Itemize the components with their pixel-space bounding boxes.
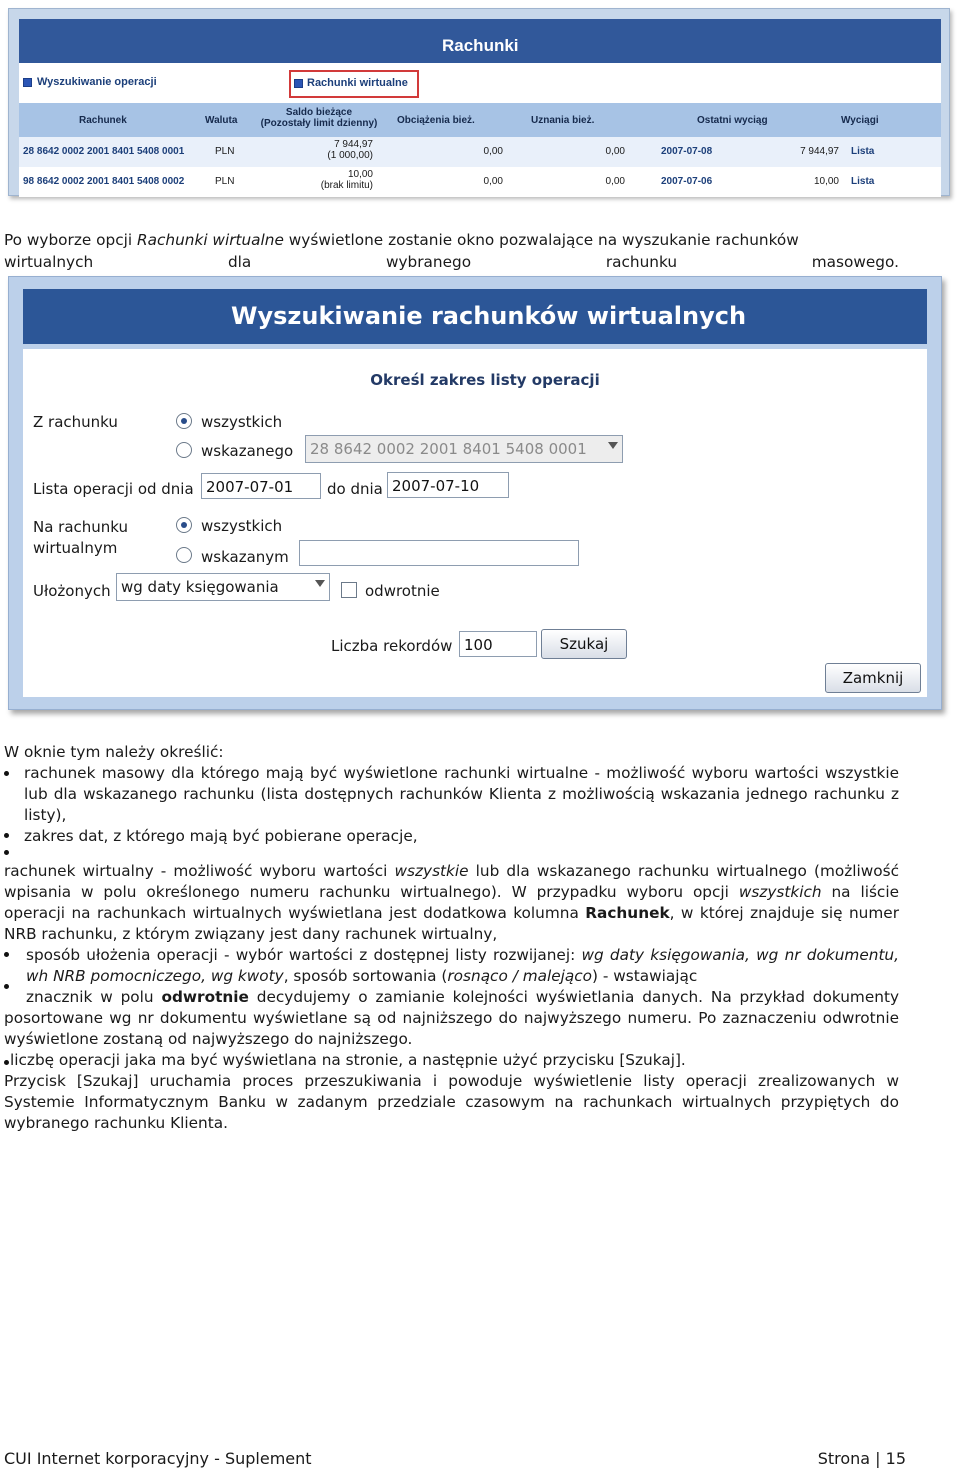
col-wyciagi: Wyciągi [841, 115, 879, 126]
lista-od-label: Lista operacji od dnia [33, 480, 194, 498]
radio2-wszystkich[interactable] [176, 517, 192, 533]
chevron-down-icon [608, 442, 618, 449]
instructions-text [4, 742, 899, 1134]
credit: 0,00 [605, 176, 625, 187]
account-link[interactable]: 28 8642 0002 2001 8401 5408 0001 [23, 146, 185, 157]
search-screenshot [8, 276, 942, 710]
col-uznania: Uznania bież. [531, 115, 595, 126]
col-rachunek: Rachunek [79, 115, 127, 126]
radio2-wskazanym[interactable] [176, 547, 192, 563]
link-rachunki-wirtualne[interactable]: Rachunki wirtualne [289, 70, 419, 98]
debit: 0,00 [483, 176, 503, 187]
date-from-input[interactable]: 2007-07-01 [201, 473, 321, 499]
chevron-down-icon [315, 580, 325, 587]
balance: 7 944,97 (1 000,00) [327, 139, 373, 161]
search-panel [23, 349, 927, 697]
do-dnia-label: do dnia [327, 480, 383, 498]
search-title-bar [23, 289, 927, 344]
intro-paragraph: Po wyborze opcji Rachunki wirtualne wyświetlone zostanie okno pozwalające na wyszukanie rachunków wirtualnych dla wybranego rachunku masowego. [4, 231, 899, 271]
list-item: zakres dat, z którego mają być pobierane operacje, [4, 826, 899, 847]
last-statement-date[interactable]: 2007-07-06 [661, 176, 713, 187]
rachunki-links [19, 63, 941, 103]
szukaj-button[interactable]: Szukaj [541, 629, 627, 659]
currency: PLN [215, 146, 235, 157]
rachunki-title-bar [19, 19, 941, 63]
odwrotnie-checkbox[interactable] [341, 582, 357, 598]
page-number: Strona | 15 [817, 1449, 906, 1468]
currency: PLN [215, 176, 235, 187]
lista-link[interactable]: Lista [851, 176, 875, 187]
radio2-wszystkich-label: wszystkich [201, 517, 283, 535]
search-title: Wyszukiwanie rachunków wirtualnych [231, 302, 747, 330]
debit: 0,00 [483, 146, 503, 157]
last-statement-amount: 7 944,97 [800, 146, 839, 157]
na-rachunku-label: Na rachunku wirtualnym [33, 518, 129, 557]
bullet-icon [23, 78, 32, 87]
list-item: sposób ułożenia operacji - wybór wartości z dostępnej listy rozwijanej: wg daty księgowania, wg nr dokumentu, wh NRB pomocniczego, wg kwoty, sposób sortowania (rosnąco / malejąco) - wstawiając [4, 945, 899, 987]
z-rachunku-label: Z rachunku [33, 413, 118, 431]
bullet-icon [4, 850, 9, 855]
list-item: rachunek wirtualny - możliwość wyboru wartości wszystkie lub dla wskazanego rachunku wirtualnego (możliwość wpisania w polu określonego numeru rachunku wirtualnego). W przypadku wyboru opcji wszystkich na liście operacji na rachunkach wirtualnych wyświetlana jest dodatkowa kolumna Rachunek, w której znajduje się numer NRB rachunku, z którym związany jest dany rachunek wirtualny, [4, 847, 899, 945]
bullet-icon [294, 79, 303, 88]
radio-wszystkich-label: wszystkich [201, 413, 283, 431]
bullet-icon [4, 833, 9, 838]
closing-paragraph: Przycisk [Szukaj] uruchamia proces przeszukiwania i powoduje wyświetlenie listy operacji zrealizowanych w Systemie Informatycznym Banku w zadanym przedziale czasowym na rachunkach wirtualnych przypiętych do wybranego rachunku Klienta. [4, 1072, 899, 1132]
zamknij-button[interactable]: Zamknij [825, 663, 921, 693]
table-row [19, 137, 941, 167]
list-item: rachunek masowy dla którego mają być wyświetlone rachunki wirtualne - możliwość wyboru wartości wszystkie lub dla wskazanego rachunku (lista dostępnych rachunków Klienta z możliwością wskazania jednego rachunku z listy), [4, 763, 899, 826]
col-ostatni: Ostatni wyciąg [697, 115, 768, 126]
col-obciazenia: Obciążenia bież. [397, 115, 475, 126]
bullet-icon [4, 952, 9, 957]
rachunki-screenshot [8, 8, 950, 196]
virtual-account-input[interactable] [299, 540, 579, 566]
list-item: znacznik w polu odwrotnie decydujemy o zamianie kolejności wyświetlania danych. Na przykład dokumenty posortowane wg nr dokumentu wyświetlane są od najniższego do najwyższego numeru. Po zaznaczeniu odwrotnie wyświetlone zostaną od najwyższego do najniższego. [4, 987, 899, 1050]
bullet-icon [4, 1060, 9, 1065]
records-input[interactable]: 100 [459, 631, 537, 657]
last-statement-date[interactable]: 2007-07-08 [661, 146, 713, 157]
radio-wszystkich[interactable] [176, 413, 192, 429]
account-select[interactable]: 28 8642 0002 2001 8401 5408 0001 [305, 435, 623, 463]
last-statement-amount: 10,00 [813, 176, 839, 187]
liczba-rekordow-label: Liczba rekordów [331, 637, 453, 655]
odwrotnie-label: odwrotnie [365, 582, 440, 600]
radio-wskazanego[interactable] [176, 442, 192, 458]
rachunki-table-header [19, 103, 941, 137]
radio-wskazanego-label: wskazanego [201, 442, 294, 460]
col-saldo: Saldo bieżące (Pozostały limit dzienny) [260, 107, 378, 129]
list-item: liczbę operacji jaka ma być wyświetlana na stronie, a następnie użyć przycisku [Szukaj]. [4, 1050, 899, 1071]
balance: 10,00 (brak limitu) [320, 169, 373, 191]
rachunki-title: Rachunki [442, 36, 519, 55]
footer-title: CUI Internet korporacyjny - Suplement [4, 1449, 312, 1468]
search-subtitle: Określ zakres listy operacji [370, 371, 600, 389]
credit: 0,00 [605, 146, 625, 157]
account-link[interactable]: 98 8642 0002 2001 8401 5408 0002 [23, 176, 185, 187]
lista-link[interactable]: Lista [851, 146, 875, 157]
table-row [19, 167, 941, 197]
bullet-icon [4, 984, 9, 989]
bullet-icon [4, 771, 9, 776]
rachunki-window [19, 19, 941, 191]
link-wyszukiwanie-operacji[interactable]: Wyszukiwanie operacji [23, 76, 157, 88]
col-waluta: Waluta [205, 115, 238, 126]
radio2-wskazanym-label: wskazanym [201, 548, 289, 566]
intro-line: W oknie tym należy określić: [4, 743, 224, 761]
ulozonych-label: Ułożonych [33, 582, 111, 600]
sort-select[interactable]: wg daty księgowania [116, 573, 330, 601]
date-to-input[interactable]: 2007-07-10 [387, 472, 509, 498]
